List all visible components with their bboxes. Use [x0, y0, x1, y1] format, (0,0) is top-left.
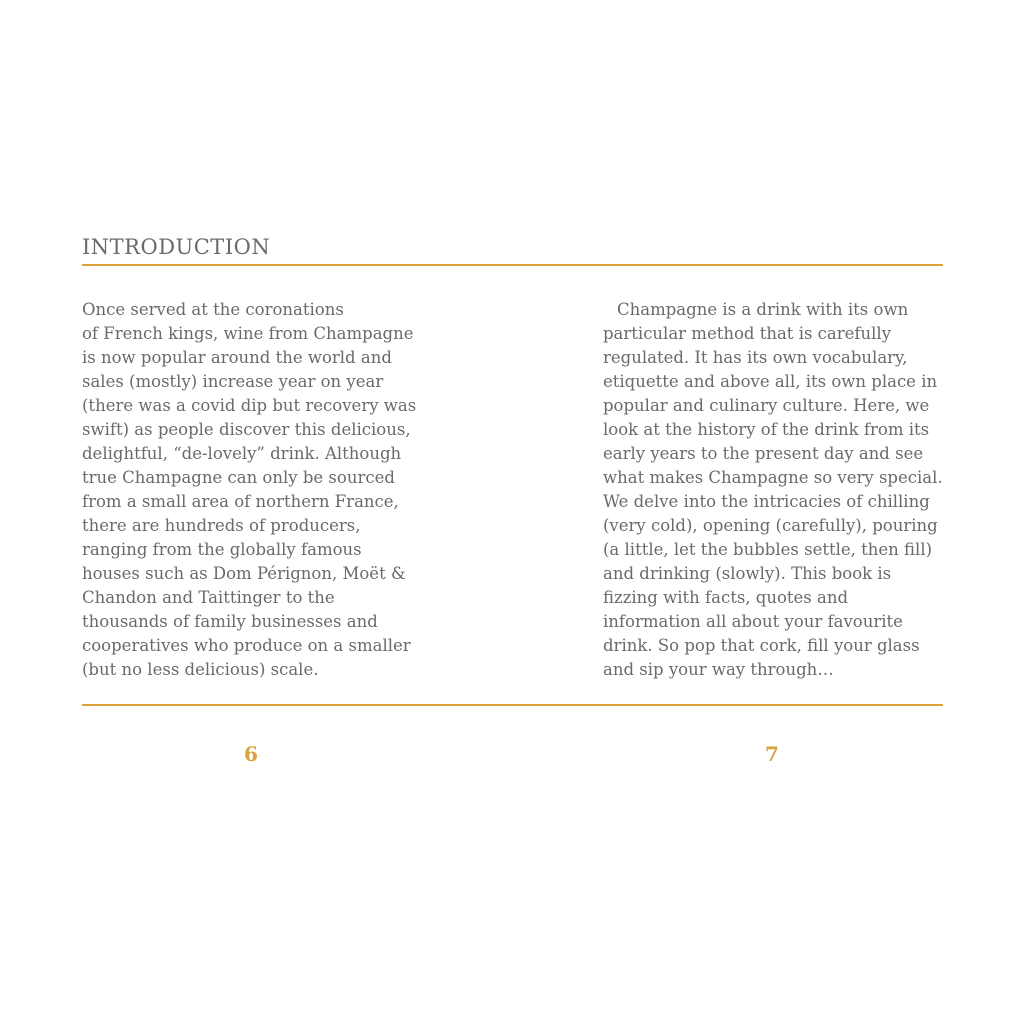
- text-line: there are hundreds of producers,: [82, 516, 361, 535]
- text-line: cooperatives who produce on a smaller: [82, 636, 411, 655]
- text-line: ranging from the globally famous: [82, 540, 362, 559]
- text-line: true Champagne can only be sourced: [82, 468, 395, 487]
- text-line: early years to the present day and see: [603, 444, 924, 463]
- text-line: (but no less delicious) scale.: [82, 660, 319, 679]
- text-line: houses such as Dom Pérignon, Moët &: [82, 564, 406, 583]
- text-line: particular method that is carefully: [603, 324, 892, 343]
- text-line: is now popular around the world and: [82, 348, 392, 367]
- text-line: what makes Champagne so very special.: [603, 468, 943, 487]
- page-number-right: 7: [765, 742, 779, 766]
- page-number-left: 6: [244, 742, 258, 766]
- text-line: delightful, “de-lovely” drink. Although: [82, 444, 402, 463]
- text-line: (a little, let the bubbles settle, then fill): [603, 540, 933, 559]
- text-line: We delve into the intricacies of chilling: [603, 492, 930, 511]
- text-line: information all about your favourite: [603, 612, 903, 631]
- text-line: (there was a covid dip but recovery was: [82, 396, 417, 415]
- text-line: (very cold), opening (carefully), pouring: [603, 516, 938, 535]
- right-column-text: [603, 298, 948, 682]
- top-rule: [82, 264, 943, 266]
- text-line: of French kings, wine from Champagne: [82, 324, 414, 343]
- text-line: from a small area of northern France,: [82, 492, 399, 511]
- text-line: fizzing with facts, quotes and: [603, 588, 849, 607]
- text-line: swift) as people discover this delicious,: [82, 420, 411, 439]
- text-line: etiquette and above all, its own place in: [603, 372, 938, 391]
- text-line: and drinking (slowly). This book is: [603, 564, 892, 583]
- text-line: popular and culinary culture. Here, we: [603, 396, 930, 415]
- text-line: sales (mostly) increase year on year: [82, 372, 384, 391]
- text-line: look at the history of the drink from its: [603, 420, 930, 439]
- text-line: thousands of family businesses and: [82, 612, 378, 631]
- left-column-text: [82, 298, 427, 682]
- bottom-rule: [82, 704, 943, 706]
- text-line: drink. So pop that cork, fill your glass: [603, 636, 920, 655]
- section-heading: INTRODUCTION: [82, 235, 271, 259]
- text-line: and sip your way through…: [603, 660, 834, 679]
- text-line: Chandon and Taittinger to the: [82, 588, 335, 607]
- text-line: Once served at the coronations: [82, 300, 344, 319]
- text-line: regulated. It has its own vocabulary,: [603, 348, 908, 367]
- text-line: Champagne is a drink with its own: [617, 300, 909, 319]
